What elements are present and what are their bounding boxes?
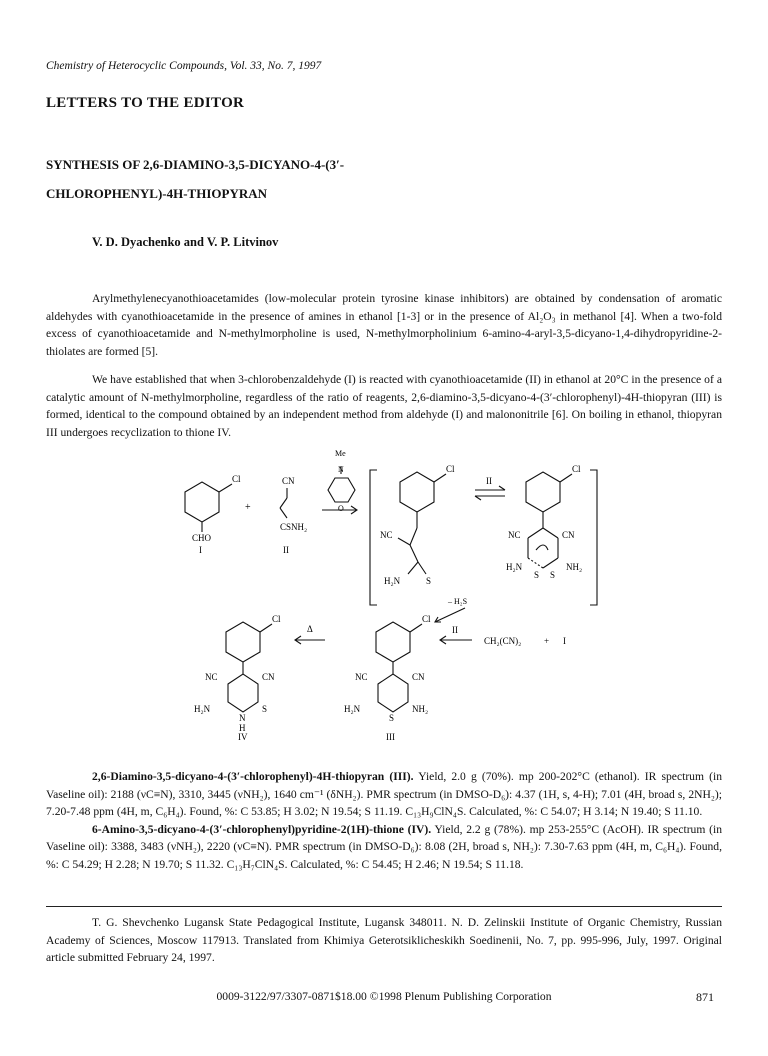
article-title [46, 150, 686, 208]
s-minus-intB: S [550, 570, 556, 580]
arrow-label-II-lower: II [452, 625, 458, 635]
affiliation-text: T. G. Shevchenko Lugansk State Pedagogical Institute, Lugansk 348011. N. D. Zelinskii Institute of Organic Chemistry, Russian Academy of Sciences, Moscow 117913. Translated from Khimiya Geterotsiklicheskikh Soedinenii, No. 7, pp. 995-996, July, 1997. Original article submitted February 24, 1997. [46, 916, 722, 965]
compound-III-name: 2,6-Diamino-3,5-dicyano-4-(3′-chlorophenyl)-4H-thiopyran (III). [92, 770, 414, 783]
nc-III: NC [355, 672, 368, 682]
cl-intA: Cl [446, 464, 455, 474]
label-I-reagent: I [563, 636, 566, 646]
nh2-III: NH₂ [412, 704, 429, 714]
s-intA: S [426, 576, 432, 586]
s-IV: S [262, 704, 268, 714]
ring-intermediate-A [400, 472, 434, 512]
reaction-scheme [150, 440, 620, 740]
me-morpholine: Me [335, 449, 346, 458]
thiopyran-ring-III [378, 674, 408, 712]
pyridine-ring-IV [228, 674, 258, 712]
malononitrile: CH₂(CN)₂ [484, 636, 522, 646]
title-line-2: CHLOROPHENYL)-4H-THIOPYRAN [46, 186, 267, 201]
paragraph-1: Arylmethylenecyanothioacetamides (low-molecular protein tyrosine kinase inhibitors) are obtained by condensation of aromatic aldehydes with cyanothioacetamide in the presence of amines in ethanol [1-3] or in the presence of Al₂O₃ in methanol [4]. When a two-fold excess of cyanothioacetamide and N-methylmorpholine is used, N-methylmorpholinium 6-amino-4-aryl-3,5-dicyano-1,4-dihydropyridine-2-thiolates are formed [5]. [46, 292, 722, 358]
cho-I: CHO [192, 533, 212, 543]
ring-I [185, 482, 219, 522]
s-III: S [389, 713, 395, 723]
arrow-label-II: II [486, 476, 492, 486]
delta-label: Δ [307, 624, 313, 634]
cl-IV: Cl [272, 614, 281, 624]
cn-intB: CN [562, 530, 575, 540]
h2n-IV: H₂N [194, 704, 211, 714]
compound-III-entry [46, 768, 722, 821]
ring-IV [226, 622, 260, 662]
nc-intB: NC [508, 530, 521, 540]
cn-IV: CN [262, 672, 275, 682]
footnote-rule [46, 906, 722, 907]
section-heading: LETTERS TO THE EDITOR [46, 95, 245, 111]
h2n-intA: H₂N [384, 576, 401, 586]
morpholine-ring [328, 478, 355, 502]
nh2-intB: NH₂ [566, 562, 583, 572]
compound-IV-entry [46, 821, 722, 874]
journal-header: Chemistry of Heterocyclic Compounds, Vol. 33, No. 7, 1997 [46, 60, 322, 72]
paragraph-2: We have established that when 3-chlorobenzaldehyde (I) is reacted with cyanothioacetamide (II) in ethanol at 20°C in the presence of a catalytic amount of N-methylmorpholine, regardless of the ratio of reagents, 2,6-diamino-3,5-dicyano-4-(3′-chlorophenyl)-4H-thiopyran (III) is formed, identical to the compound obtained by an independent method from aldehyde (I) and malononitrile [6]. On boiling in ethanol, thiopyran III undergoes recyclization to thione IV. [46, 373, 722, 439]
affiliation-footnote [46, 914, 722, 967]
o-morpholine: O [338, 504, 344, 513]
s-intB: S [534, 570, 540, 580]
n-IV: N [239, 713, 246, 723]
cn-II: CN [282, 476, 295, 486]
h-IV: H [239, 723, 246, 733]
label-I: I [199, 545, 202, 555]
plus-sign-2: + [544, 636, 550, 646]
h2n-III: H₂N [344, 704, 361, 714]
paragraph-intro [46, 290, 722, 360]
compound-IV-data: Yield, 2.2 g (78%). mp 253-255°C (AcOH). IR spectrum (in Vaseline oil): 3388, 3483 (νNH₂), 2220 (νC≡N). PMR spectrum (in DMSO-D₆): 8.08 (2H, broad s, NH₂): 7.30-7.63 ppm (4H, m, C₆H₄). Found, %: C 54.29; H 2.28; N 19.70; S 11.32. C₁₃H₇ClN₄S. Calculated, %: C 54.45; H 2.46; N 19.54; S 11.18. [46, 822, 722, 871]
label-II: II [283, 545, 289, 555]
ring-III [376, 622, 410, 662]
cl-III: Cl [422, 614, 431, 624]
cl-intB: Cl [572, 464, 581, 474]
experimental-results [46, 768, 722, 874]
minus-h2s: – H₂S [448, 597, 468, 606]
label-III: III [386, 732, 395, 740]
n-morpholine: N [338, 465, 344, 474]
title-line-1: SYNTHESIS OF 2,6-DIAMINO-3,5-DICYANO-4-(3′- [46, 157, 345, 172]
paragraph-findings [46, 371, 722, 441]
citation-footer: 0009-3122/97/3307-0871$18.00 ©1998 Plenum Publishing Corporation [216, 990, 552, 1003]
csnh2-II: CSNH₂ [280, 522, 308, 532]
h2n-intB: H₂N [506, 562, 523, 572]
page-number: 871 [696, 990, 714, 1004]
nc-IV: NC [205, 672, 218, 682]
cl-I: Cl [232, 474, 241, 484]
article-authors: V. D. Dyachenko and V. P. Litvinov [92, 235, 279, 249]
cn-III: CN [412, 672, 425, 682]
label-IV: IV [238, 732, 248, 740]
ring-intermediate-B [526, 472, 560, 512]
nc-intA: NC [380, 530, 393, 540]
compound-III-data: Yield, 2.0 g (70%). mp 200-202°C (ethanol). IR spectrum (in Vaseline oil): 2188 (νC≡N), 3310, 3445 (νNH₂), 1640 cm⁻¹ (δNH₂). PMR spectrum (in DMSO-D₆): 4.37 (1H, s, 4-H); 7.01 (4H, broad s, 2NH₂); 7.20-7.48 ppm (4H, m, C₆H₄). Found, %: C 53.85; H 3.02; N 19.54; S 11.19. C₁₃H₉ClN₄S. Calculated, %: C 54.07; H 3.14; N 19.40; S 11.10. [46, 770, 722, 819]
plus-sign: + [245, 502, 251, 513]
compound-IV-name: 6-Amino-3,5-dicyano-4-(3′-chlorophenyl)pyridine-2(1H)-thione (IV). [92, 822, 432, 836]
